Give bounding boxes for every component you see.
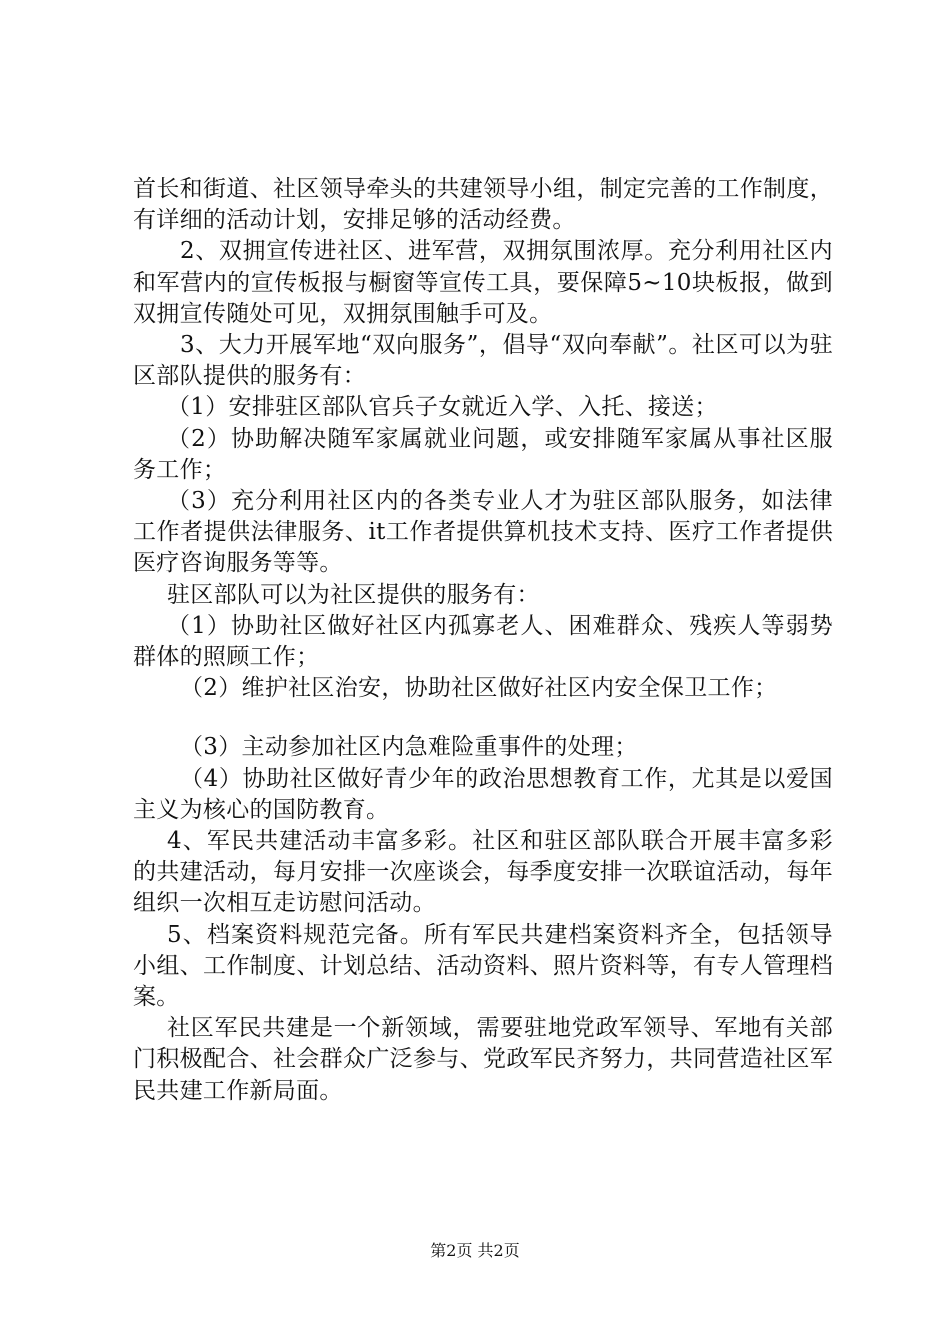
list-item-professionals: （3）充分利用社区内的各类专业人才为驻区部队服务，如法律工作者提供法律服务、it工作者提供算机技术支持、医疗工作者提供医疗咨询服务等等。 (133, 488, 833, 577)
list-item-employment: （2）协助解决随军家属就业问题，或安排随军家属从事社区服务工作； (133, 425, 833, 483)
list-item-education: （4）协助社区做好青少年的政治思想教育工作，尤其是以爱国主义为核心的国防教育。 (133, 765, 833, 823)
paragraph-conclusion: 社区军民共建是一个新领域，需要驻地党政军领导、军地有关部门积极配合、社会群众广泛参与、党政军民齐努力，共同营造社区军民共建工作新局面。 (133, 1015, 833, 1104)
paragraph-dual-service: 3、大力开展军地“双向服务”，倡导“双向奉献”。社区可以为驻区部队提供的服务有： (133, 332, 833, 390)
list-item-schooling: （1）安排驻区部队官兵子女就近入学、入托、接送； (167, 394, 718, 421)
list-item-vulnerable-care: （1）协助社区做好社区内孤寡老人、困难群众、残疾人等弱势群体的照顾工作； (133, 612, 833, 671)
list-item-public-security: （2）维护社区治安，协助社区做好社区内安全保卫工作； (180, 675, 778, 702)
paragraph-troop-services: 驻区部队可以为社区提供的服务有： (167, 581, 540, 608)
paragraph-archives: 5、档案资料规范完备。所有军民共建档案资料齐全，包括领导小组、工作制度、计划总结、活动资料、照片资料等，有专人管理档案。 (133, 921, 833, 1011)
document-body (133, 174, 833, 1107)
paragraph-publicity: 2、双拥宣传进社区、进军营，双拥氛围浓厚。充分利用社区内和军营内的宣传板报与橱窗等宣传工具，要保障5~10块板报，做到双拥宣传随处可见，双拥氛围触手可及。 (133, 238, 833, 327)
paragraph-continuation: 首长和街道、社区领导牵头的共建领导小组，制定完善的工作制度，有详细的活动计划，安排足够的活动经费。 (133, 176, 833, 234)
list-item-emergencies: （3）主动参加社区内急难险重事件的处理； (180, 734, 638, 761)
page-footer: 第2页 共2页 (430, 1241, 520, 1260)
paragraph-activities: 4、军民共建活动丰富多彩。社区和驻区部队联合开展丰富多彩的共建活动，每月安排一次座谈会，每季度安排一次联谊活动，每年组织一次相互走访慰问活动。 (133, 828, 833, 917)
